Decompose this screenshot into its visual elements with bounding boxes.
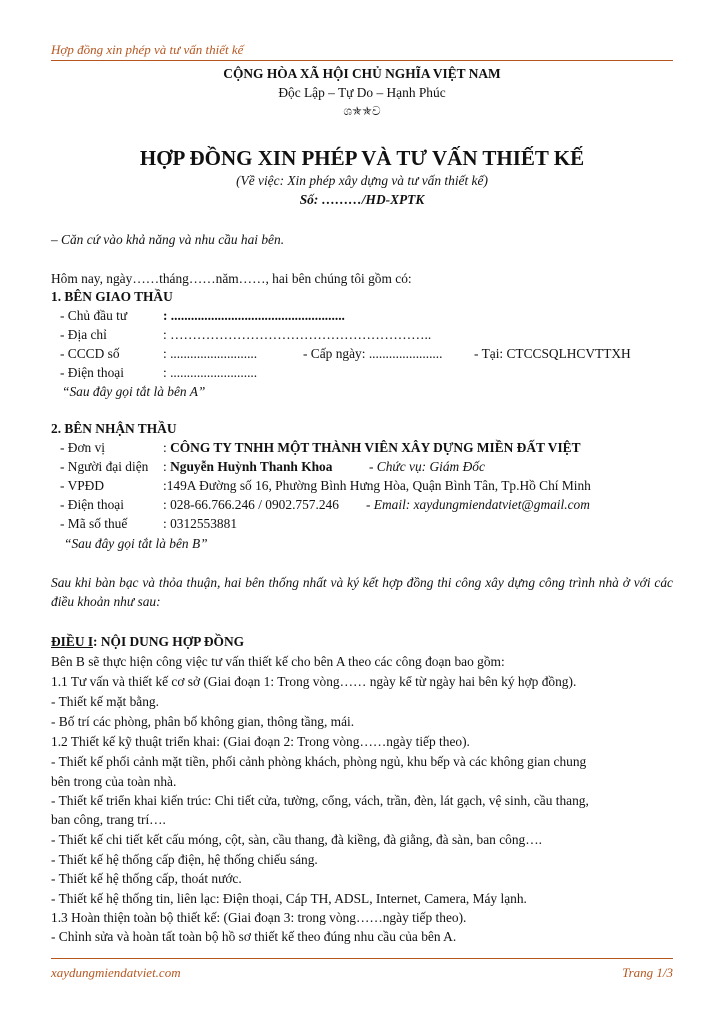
article-1-line: - Thiết kế mặt bằng. [51,694,159,709]
header-divider [51,60,673,61]
party-b-unit-colon: : [163,440,171,455]
article-1-line: 1.2 Thiết kế kỹ thuật triển khai: (Giai đoạn 2: Trong vòng……ngày tiếp theo). [51,734,470,749]
party-b-rep-label: - Người đại diện [60,459,149,474]
article-1-line: - Thiết kế hệ thống tin, liên lạc: Điện thoại, Cáp TH, ADSL, Internet, Camera, Máy lạnh. [51,891,527,906]
party-a-issue-date: - Cấp ngày: ...................... [303,346,443,361]
party-a-investor-label: - Chủ đầu tư [60,308,128,323]
party-b-unit-value: CÔNG TY TNHH MỘT THÀNH VIÊN XÂY DỰNG MIỀN ĐẤT VIỆT [170,440,581,455]
party-a-investor-value: : .................................................... [163,308,345,323]
document-subject: (Về việc: Xin phép xây dựng và tư vấn thiết kế) [236,173,488,188]
party-b-office-value: :149A Đường số 16, Phường Bình Hưng Hòa, Quận Bình Tân, Tp.Hồ Chí Minh [163,478,591,493]
national-title: CỘNG HÒA XÃ HỘI CHỦ NGHĨA VIỆT NAM [223,66,501,81]
party-b-unit-label: - Đơn vị [60,440,106,455]
ornament: ශ✯✯ව [343,104,381,118]
document-number: Số: ………/HD-XPTK [299,192,425,207]
article-1-line: 1.1 Tư vấn và thiết kế cơ sở (Giai đoạn 1: Trong vòng…… ngày kể từ ngày hai bên ký hợp đồng). [51,674,577,689]
party-a-address-label: - Địa chỉ [60,327,107,342]
party-b-rep-value: Nguyễn Huỳnh Thanh Khoa [170,459,333,474]
article-1-line: - Thiết kế hệ thống cấp, thoát nước. [51,871,242,886]
party-b-email: - Email: xaydungmiendatviet@gmail.com [366,497,590,512]
party-a-address-value: : ………………………………………………….. [163,327,432,342]
article-1-label: ĐIỀU I [51,634,94,649]
party-b-rep [163,459,332,475]
article-1-line: - Bố trí các phòng, phân bố không gian, thông tầng, mái. [51,714,355,729]
party-b-tax-value: : 0312553881 [163,516,238,531]
agreement-paragraph: Sau khi bàn bạc và thỏa thuận, hai bên thống nhất và ký kết hợp đồng thi công xây dựng công trình nhà ở với các điều khoản như sau: [51,575,673,609]
article-1-line: bên trong của toàn nhà. [51,774,177,789]
party-b-phone-value: : 028-66.766.246 / 0902.757.246 [163,497,339,512]
party-b-tax-label: - Mã số thuế [60,516,128,531]
party-a-alias: “Sau đây gọi tắt là bên A” [62,384,206,399]
footer-divider [51,958,673,959]
article-1-line: - Thiết kế phối cảnh mặt tiền, phối cảnh phòng khách, phòng ngủ, khu bếp và các không gian chung [51,754,587,769]
party-b-office-label: - VPĐD [60,478,105,493]
article-1-heading [51,634,244,650]
article-1-line: 1.3 Hoàn thiện toàn bộ thiết kế: (Giai đoạn 3: trong vòng……ngày tiếp theo). [51,910,467,925]
national-motto: Độc Lập – Tự Do – Hạnh Phúc [278,85,446,100]
basis-line: – Căn cứ vào khả năng và nhu cầu hai bên. [51,232,285,247]
party-a-phone-label: - Điện thoại [60,365,124,380]
party-a-heading: 1. BÊN GIAO THẦU [51,289,173,304]
party-b-heading: 2. BÊN NHẬN THẦU [51,421,177,436]
party-b-alias: “Sau đây gọi tắt là bên B” [64,536,208,551]
footer-page-number: Trang 1/3 [622,965,673,980]
footer-website: xaydungmiendatviet.com [51,965,181,980]
article-1-line: Bên B sẽ thực hiện công việc tư vấn thiết kế cho bên A theo các công đoạn bao gồm: [51,654,505,669]
party-b-rep-position: - Chức vụ: Giám Đốc [369,459,485,474]
article-1-line: - Chỉnh sửa và hoàn tất toàn bộ hồ sơ thiết kế theo đúng nhu cầu của bên A. [51,929,457,944]
article-1-line: - Thiết kế hệ thống cấp điện, hệ thống chiếu sáng. [51,852,318,867]
party-a-id-value: : .......................... [163,346,258,361]
party-a-phone-value: : .......................... [163,365,258,380]
article-1-line: - Thiết kế triển khai kiến trúc: Chi tiết cửa, tường, cổng, vách, trần, đèn, lát gạch, vệ sinh, cầu thang, [51,793,589,808]
intro-line: Hôm nay, ngày……tháng……năm……, hai bên chúng tôi gồm có: [51,271,412,286]
document-title: HỢP ĐỒNG XIN PHÉP VÀ TƯ VẤN THIẾT KẾ [139,146,585,170]
article-1-title: : NỘI DUNG HỢP ĐỒNG [93,634,245,649]
party-b-rep-colon: : [163,459,171,474]
article-1-line: - Thiết kế chi tiết kết cấu móng, cột, sàn, cầu thang, đà kiềng, đà giằng, đà sàn, ban công…. [51,832,542,847]
party-b-phone-label: - Điện thoại [60,497,124,512]
article-1-line: ban công, trang trí…. [51,812,166,827]
party-b-unit [163,440,581,456]
party-a-issue-place: - Tại: CTCCSQLHCVTTXH [474,346,631,361]
page-header: Hợp đồng xin phép và tư vấn thiết kế [51,42,244,57]
party-a-id-label: - CCCD số [60,346,120,361]
